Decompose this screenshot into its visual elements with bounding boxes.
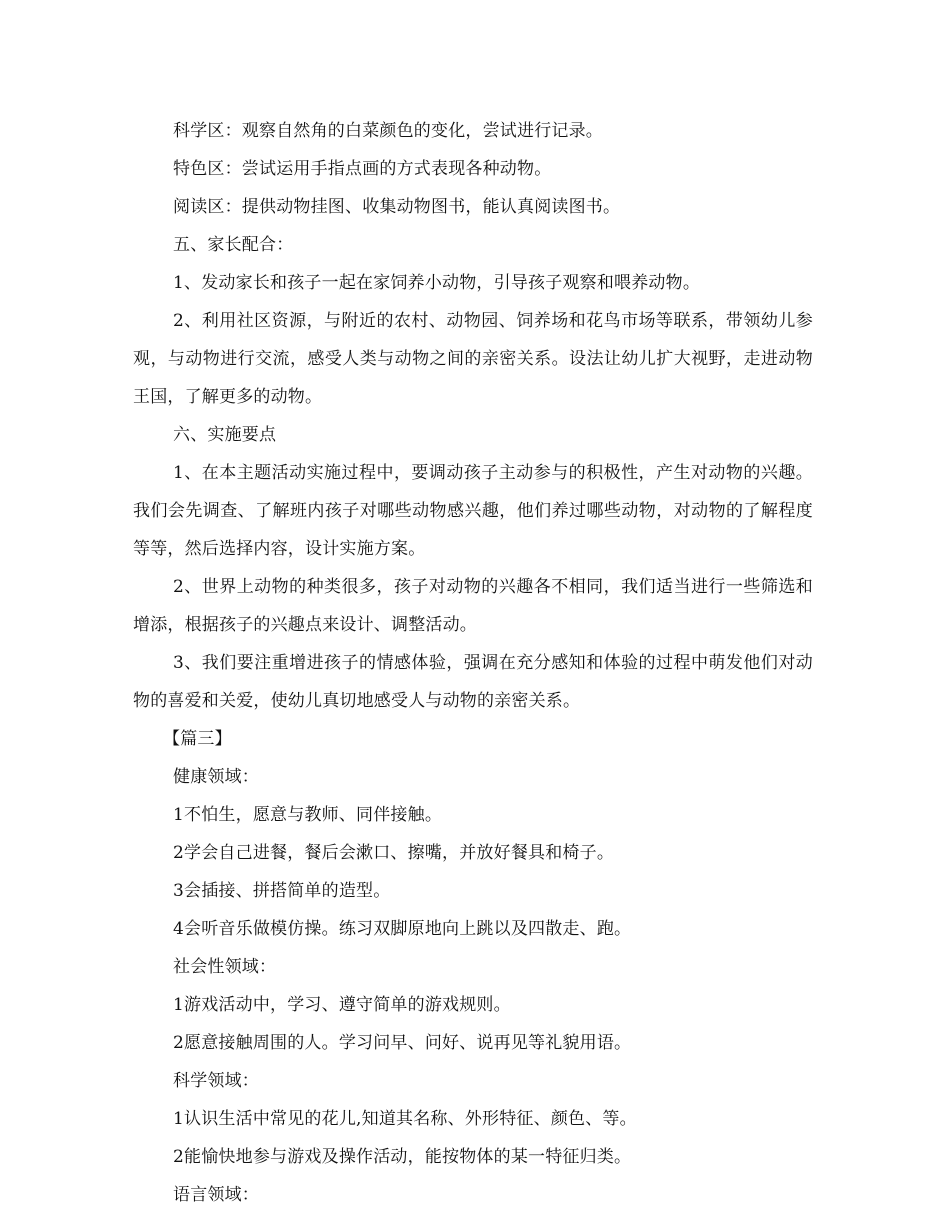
list-item-social-2: 2愿意接触周围的人。学习问早、问好、说再见等礼貌用语。 [173, 1033, 632, 1053]
paragraph-feature-area: 特色区：尝试运用手指点画的方式表现各种动物。 [173, 159, 552, 179]
list-item-health-3: 3会插接、拼搭简单的造型。 [173, 881, 391, 901]
document-body [133, 112, 813, 1214]
paragraph-implementation-3: 3、我们要注重增进孩子的情感体验，强调在充分感知和体验的过程中萌发他们对动物的喜爱和关爱，使幼儿真切地感受人与动物的亲密关系。 [133, 653, 813, 711]
list-item-health-4: 4会听音乐做模仿操。练习双脚原地向上跳以及四散走、跑。 [173, 919, 632, 939]
list-item-science-2: 2能愉快地参与游戏及操作活动，能按物体的某一特征归类。 [173, 1147, 632, 1167]
heading-science-domain: 科学领域： [173, 1071, 259, 1091]
heading-social-domain: 社会性领域： [173, 957, 277, 977]
paragraph-implementation-1: 1、在本主题活动实施过程中，要调动孩子主动参与的积极性，产生对动物的兴趣。我们会先调查、了解班内孩子对哪些动物感兴趣，他们养过哪些动物，对动物的了解程度等等，然后选择内容，设计实施方案。 [133, 463, 813, 559]
paragraph-implementation-2: 2、世界上动物的种类很多，孩子对动物的兴趣各不相同，我们适当进行一些筛选和增添，根据孩子的兴趣点来设计、调整活动。 [133, 577, 813, 635]
paragraph-parent-item-1: 1、发动家长和孩子一起在家饲养小动物，引导孩子观察和喂养动物。 [173, 273, 701, 293]
heading-language-domain: 语言领域： [173, 1185, 259, 1205]
heading-implementation-points: 六、实施要点 [173, 425, 277, 445]
paragraph-reading-area: 阅读区：提供动物挂图、收集动物图书，能认真阅读图书。 [173, 197, 621, 217]
list-item-science-1: 1认识生活中常见的花儿,知道其名称、外形特征、颜色、等。 [173, 1109, 637, 1129]
paragraph-science-area: 科学区：观察自然角的白菜颜色的变化，尝试进行记录。 [173, 121, 603, 141]
list-item-health-2: 2学会自己进餐，餐后会漱口、擦嘴，并放好餐具和椅子。 [173, 843, 615, 863]
list-item-social-1: 1游戏活动中，学习、遵守简单的游戏规则。 [173, 995, 511, 1015]
heading-parent-cooperation: 五、家长配合： [173, 235, 294, 255]
paragraph-parent-item-2: 2、利用社区资源，与附近的农村、动物园、饲养场和花鸟市场等联系，带领幼儿参观，与动物进行交流，感受人类与动物之间的亲密关系。设法让幼儿扩大视野，走进动物王国，了解更多的动物。 [133, 311, 813, 407]
heading-health-domain: 健康领域： [173, 767, 259, 787]
heading-part-three: 【篇三】 [163, 729, 232, 749]
list-item-health-1: 1不怕生，愿意与教师、同伴接触。 [173, 805, 443, 825]
